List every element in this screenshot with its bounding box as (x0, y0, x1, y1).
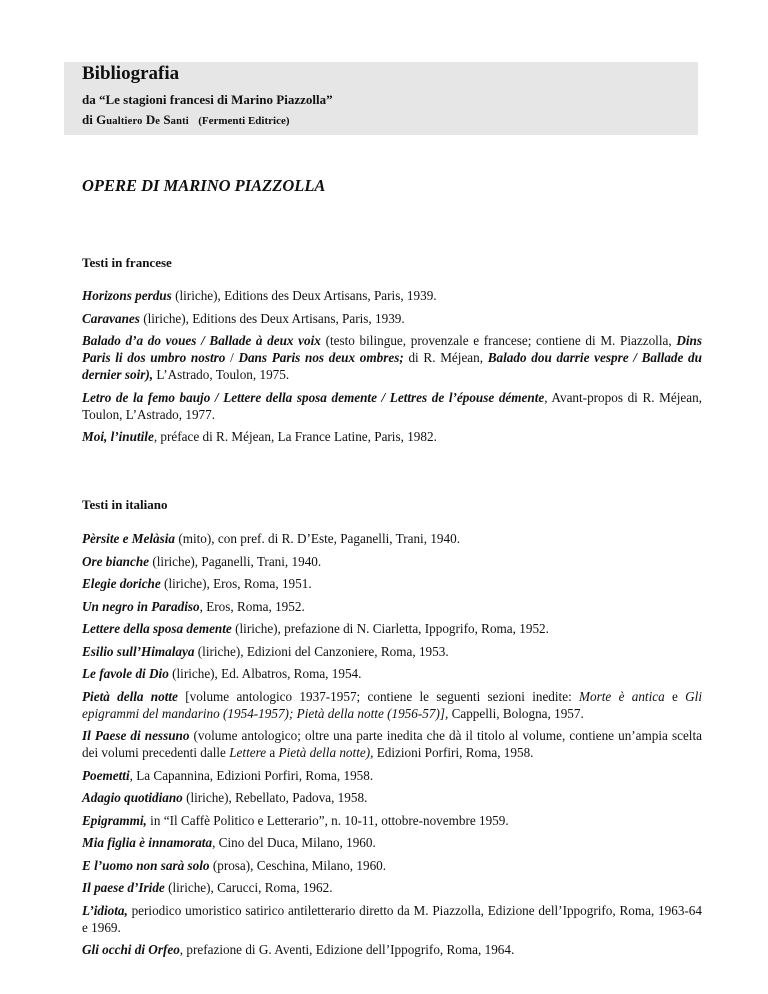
list-item: Pietà della notte [volume antologico 1937-1957; contiene le seguenti sezioni inedite: Morte è antica e Gli epigrammi del mandarino (1954-1957); Pietà della notte (1956-57)], Cappelli, Bologna, 1957. (82, 688, 702, 721)
publisher: (Fermenti Editrice) (198, 115, 290, 127)
list-item: Moi, l’inutile, préface di R. Méjean, La France Latine, Paris, 1982. (82, 429, 437, 444)
list-item: Un negro in Paradiso, Eros, Roma, 1952. (82, 598, 305, 614)
author-name: Gualtiero De Santi (96, 112, 189, 127)
list-item: Epigrammi, in “Il Caffè Politico e Letterario”, n. 10-11, ottobre-novembre 1959. (82, 812, 509, 828)
list-item: Esilio sull’Himalaya (liriche), Edizioni del Canzoniere, Roma, 1953. (82, 643, 449, 659)
list-item: Mia figlia è innamorata, Cino del Duca, Milano, 1960. (82, 835, 376, 850)
list-item: Elegie doriche (liriche), Eros, Roma, 1951. (82, 576, 312, 591)
list-item: Pèrsite e Melàsia (mito), con pref. di R. D’Este, Paganelli, Trani, 1940. (82, 531, 460, 546)
source-line: da “Le stagioni francesi di Marino Piazzolla” (82, 92, 333, 107)
heading-french-texts: Testi in francese (82, 255, 172, 270)
section-title: OPERE DI MARINO PIAZZOLLA (82, 176, 326, 195)
author-line (82, 112, 290, 130)
italian-bibliography-list (82, 530, 702, 964)
list-item: Il paese d’Iride (liriche), Carucci, Roma, 1962. (82, 880, 333, 895)
page-title: Bibliografia (82, 63, 180, 84)
list-item: Balado d’a do voues / Ballade à deux voix (testo bilingue, provenzale e francese; contiene di M. Piazzolla, Dins Paris li dos umbro nostro / Dans Paris nos deux ombres; di R. Méjean, Balado dou darrie vespre / Ballade du dernier soir), L’Astrado, Toulon, 1975. (82, 333, 702, 382)
list-item: L’idiota, periodico umoristico satirico antiletterario diretto da M. Piazzolla, Edizione dell’Ippogrifo, Roma, 1963-64 e 1969. (82, 902, 702, 935)
list-item: Horizons perdus (liriche), Editions des Deux Artisans, Paris, 1939. (82, 288, 437, 303)
heading-italian-texts: Testi in italiano (82, 497, 168, 512)
list-item: Gli occhi di Orfeo, prefazione di G. Aventi, Edizione dell’Ippogrifo, Roma, 1964. (82, 942, 515, 957)
list-item: Caravanes (liriche), Editions des Deux Artisans, Paris, 1939. (82, 310, 405, 326)
list-item: Letro de la femo baujo / Lettere della sposa demente / Lettres de l’épouse démente, Avant-propos di R. Méjean, Toulon, L’Astrado, 1977. (82, 389, 702, 422)
list-item: Ore bianche (liriche), Paganelli, Trani, 1940. (82, 553, 322, 569)
author-prefix: di (82, 112, 93, 127)
list-item: Lettere della sposa demente (liriche), prefazione di N. Ciarletta, Ippogrifo, Roma, 1952. (82, 621, 549, 636)
list-item: Le favole di Dio (liriche), Ed. Albatros, Roma, 1954. (82, 666, 362, 681)
list-item: Adagio quotidiano (liriche), Rebellato, Padova, 1958. (82, 790, 368, 805)
list-item: Il Paese di nessuno (volume antologico; oltre una parte inedita che dà il titolo al volume, contiene un’ampia scelta dei volumi precedenti dalle Lettere a Pietà della notte), Edizioni Porfiri, Roma, 1958. (82, 728, 702, 760)
list-item: E l’uomo non sarà solo (prosa), Ceschina, Milano, 1960. (82, 857, 387, 873)
french-bibliography-list (82, 287, 702, 451)
list-item: Poemetti, La Capannina, Edizioni Porfiri, Roma, 1958. (82, 767, 374, 783)
